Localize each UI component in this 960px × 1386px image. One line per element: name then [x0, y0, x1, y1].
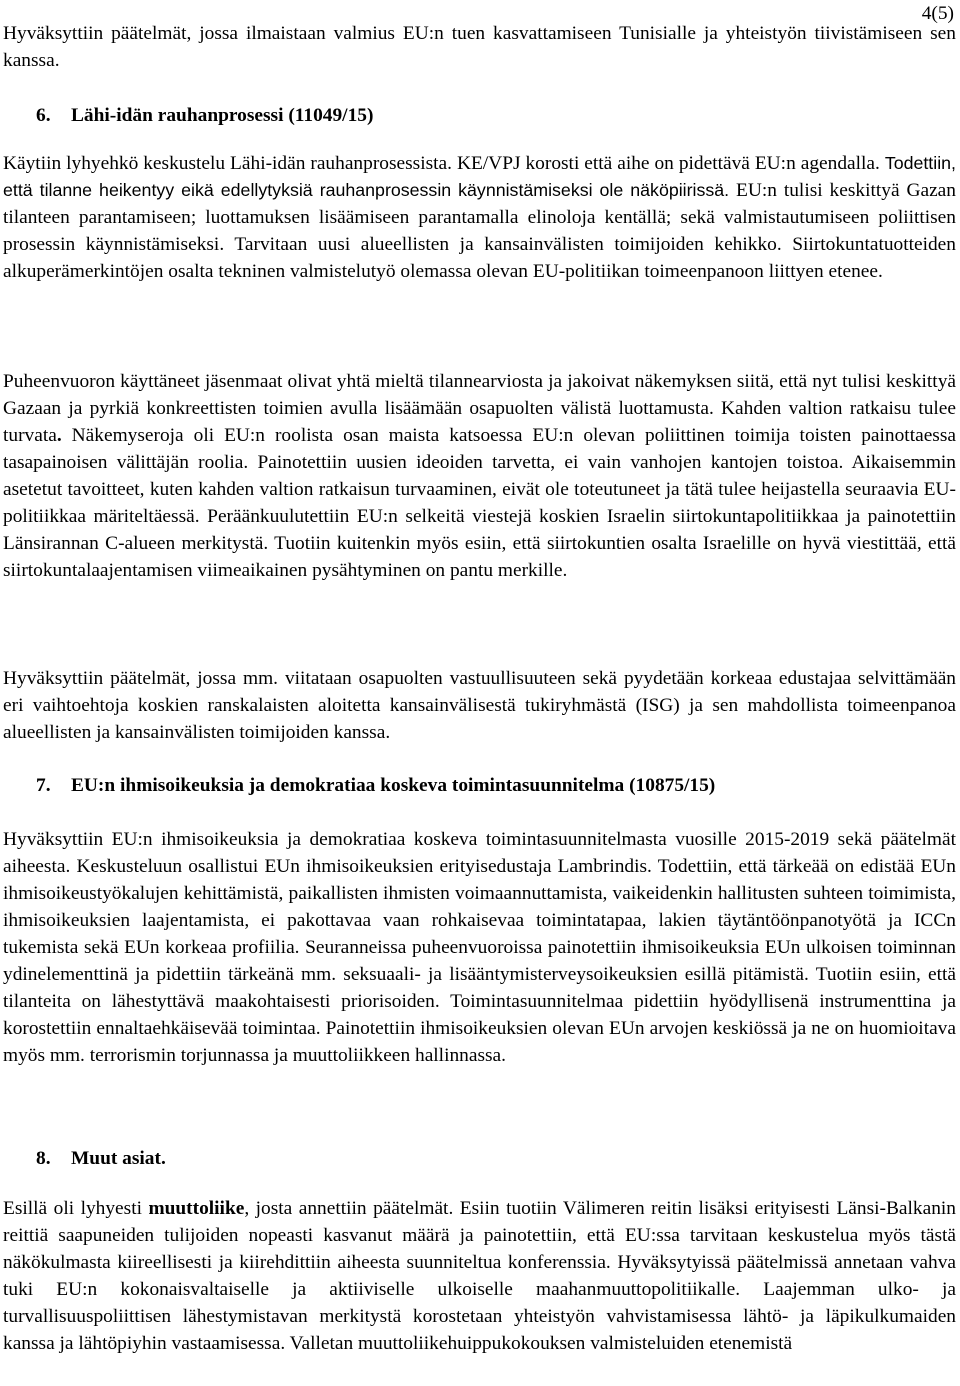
- section-6-paragraph-1: [3, 150, 956, 285]
- s6p2-b: Näkemyseroja oli EU:n roolista osan maista katsoessa EU:n olevan poliittinen toimija toisten painottaessa tasapainoisen välittäjän roolia. Painotettiin uusien ideoiden tarvetta, ei vain vanhojen kantojen toistoa. Aikaisemmin asetetut tavoitteet, kuten kahden valtion ratkaisun turvaaminen, eivät ole toteutuneet ja tätä tulee heijastella seuraavia EU-politiikkaa märiteltäessä. Peräänkuulutettiin EU:n selkeitä viestejä koskien Israelin siirtokuntapolitiikkaa ja painotettiin Länsirannan C-alueen merkitystä. Tuotiin kuitenkin myös esiin, että siirtokuntien osalta Israelille on hyvä viestittää, että siirtokuntalaajentamisen viimeaikainen pysähtyminen on pantu merkille.: [3, 425, 956, 581]
- section-6-heading: [36, 102, 373, 129]
- section-8-title: Muut asiat.: [71, 1148, 166, 1169]
- s8p1-a: Esillä oli lyhyesti: [3, 1198, 149, 1219]
- section-6-number: 6.: [36, 105, 51, 126]
- s8p1-bold: muuttoliike: [148, 1198, 245, 1219]
- intro-paragraph: [3, 20, 956, 74]
- section-6-paragraph-2: [3, 368, 956, 584]
- s7p1-text: Hyväksyttiin EU:n ihmisoikeuksia ja demokratiaa koskeva toimintasuunnitelmasta vuosille 2015-2019 sekä päätelmät aiheesta. Keskusteluun osallistui EUn ihmisoikeuksien erityisedustaja Lambrindis. Todettiin, että tärkeää on edistää EUn ihmisoikeustyökalujen kehittämistä, paikallisten ihmisten voimaannuttamista, vaikeidenkin hallitusten suhteen toimimista, ihmisoikeuksien laajentamista, ei pakottavaa vaan rohkaisevaa toimintatapaa, lakien täytäntöönpanotyötä ja ICCn tukemista sekä EUn korkeaa profiilia. Seuranneissa puheenvuoroissa painotettiin ihmisoikeuksia EUn ulkoisen toiminnan ydinelementtinä ja pidettiin tärkeänä mm. seksuaali- ja lisääntymisterveysoikeuksien esillä pitämistä. Tuotiin esiin, että tilanteita on lähestyttävä maakohtaisesti priorisoiden. Toimintasuunnitelmaa pidettiin hyödyllisenä instrumenttina ja korostettiin ennaltaehkäisevää toimintaa. Painotettiin ihmisoikeuksien olevan EUn arvojen keskiössä ja ne on huomioitava myös mm. terrorismin torjunnassa ja muuttoliikkeen hallinnassa.: [3, 829, 956, 1066]
- page-number: 4(5): [921, 3, 954, 24]
- s8p1-b: , josta annettiin päätelmät. Esiin tuotiin Välimeren reitin lisäksi erityisesti Länsi-Balkanin reittiä saapuneiden tulijoiden nopeasti kasvanut määrä ja painotettiin, että EU:ssa tarvitaan keskustelua myös tästä näkökulmasta kiireellisesti ja kiirehdittiin aiheesta suunniteltua konferenssia. Hyväksytyissä päätelmissä annetaan vahva tuki EU:n kokonaisvaltaiselle ja aktiiviselle ulkoiselle maahanmuuttopolitiikalle. Laajemman ulko- ja turvallisuuspoliittisen lähestymistavan merkitystä korostetaan yhteistyön vahvistamisessa lähtö- ja läpikulkumaiden kanssa ja lähtöpiyhin vastaamisessa. Valletan muuttoliikehuippukokouksen valmisteluiden etenemistä: [3, 1198, 956, 1354]
- section-8-heading: [36, 1145, 166, 1172]
- s6p2-bold: .: [56, 425, 62, 446]
- s6p1-c: EU:n tulisi keskittyä Gazan tilanteen parantamiseen; luottamuksen lisäämiseen parantamalla elinoloja kentällä; sekä valmistautumiseen poliittisen prosessin käynnistämiseksi. Tarvitaan uusi alueellisten ja kansainvälisten toimijoiden kehikko. Siirtokuntatuotteiden alkuperämerkintöjen osalta tekninen valmistelutyö olemassa olevan EU-politiikan toimeenpanoon liittyen etenee.: [3, 180, 956, 282]
- section-6-title: Lähi-idän rauhanprosessi (11049/15): [71, 105, 374, 126]
- s6p3-text: Hyväksyttiin päätelmät, jossa mm. viitataan osapuolten vastuullisuuteen sekä pyydetään korkeaa edustajaa selvittämään eri vaihtoehtoja koskien ranskalaisten aloitetta kansainvälisestä tukiryhmästä (ISG) ja sen mahdollista toimeenpanoa alueellisten ja kansainvälisten toimijoiden kanssa.: [3, 668, 956, 743]
- section-7-title: EU:n ihmisoikeuksia ja demokratiaa koskeva toimintasuunnitelma (10875/15): [71, 775, 716, 796]
- s6p2-a: Puheenvuoron käyttäneet jäsenmaat olivat yhtä mieltä tilannearviosta ja jakoivat näkemyksen siitä, että nyt tulisi keskittyä Gazaan ja pyrkiä konkreettisten toimien avulla lisäämään osapuolten välistä luottamusta. Kahden valtion ratkaisu tulee turvata: [3, 371, 956, 446]
- intro-text: Hyväksyttiin päätelmät, jossa ilmaistaan valmius EU:n tuen kasvattamiseen Tunisialle ja yhteistyön tiivistämiseen sen kanssa.: [3, 23, 956, 71]
- section-7-heading: [36, 772, 715, 799]
- s6p1-a: Käytiin lyhyehkö keskustelu Lähi-idän rauhanprosessista. KE/VPJ korosti että aihe on pidettävä EU:n agendalla.: [3, 153, 880, 174]
- section-8-paragraph-1: [3, 1195, 956, 1357]
- section-6-paragraph-3: [3, 665, 956, 746]
- section-7-number: 7.: [36, 775, 51, 796]
- s6p1-b: Todettiin, että tilanne heikentyy eikä edellytyksiä rauhanprosessin käynnistämiseksi ole näköpiirissä.: [3, 153, 956, 200]
- section-7-paragraph-1: [3, 826, 956, 1069]
- section-8-number: 8.: [36, 1148, 51, 1169]
